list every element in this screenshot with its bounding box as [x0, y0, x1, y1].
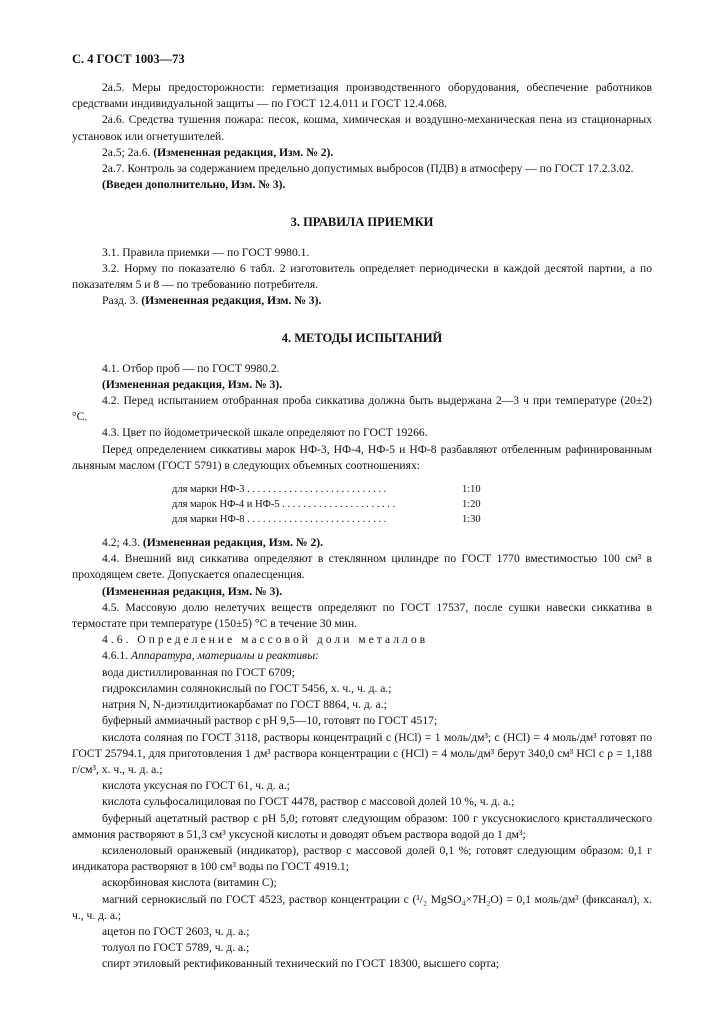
ratio-value: 1:30: [462, 514, 481, 526]
amendment-note-4-2-4-3: [72, 535, 652, 551]
amendment-note-3: [72, 293, 652, 309]
clause-4-2: 4.2. Перед испытанием отобранная проба сиккатива должна быть выдержана 2—3 ч при температуре (20±2) °С.: [72, 394, 652, 424]
ratio-row: [172, 482, 652, 497]
section-heading-3: 3. ПРАВИЛА ПРИЕМКИ: [290, 215, 434, 230]
reagent-item: аскорбиновая кислота (витамин С);: [102, 876, 277, 890]
reagent-item: магний сернокислый по ГОСТ 4523, раствор концентрации с (¹/₂ MgSO₄×7H₂O) = 0,1 моль/дм³ (фиксанал), х. ч., ч. д. а.;: [72, 892, 652, 922]
clause-3-1: 3.1. Правила приемки — по ГОСТ 9980.1.: [102, 245, 310, 259]
reagent-item: ксиленоловый оранжевый (индикатор), раствор с массовой долей 0,1 %; готовят следующим образом: 0,1 г индикатора растворяют в 100 см³ воды по ГОСТ 4919.1;: [72, 843, 652, 874]
clause-number: 4.6.1.: [102, 649, 129, 663]
reagent-item: буферный аммиачный раствор с рН 9,5—10, готовят по ГОСТ 4517;: [102, 714, 438, 728]
amendment-note-4-4: (Измененная редакция, Изм. № 3).: [102, 584, 283, 598]
clause-3-2: 3.2. Норму по показателю 6 табл. 2 изготовитель определяет периодически в каждой десятой партии, а по показателям 5 и 8 — по требованию потребителя.: [72, 261, 652, 292]
ratio-row: [172, 497, 652, 512]
clause-title: Аппаратура, материалы и реактивы:: [131, 649, 319, 663]
reagent-item: спирт этиловый ректификованный технический по ГОСТ 18300, высшего сорта;: [102, 957, 500, 971]
clause-4-4: 4.4. Внешний вид сиккатива определяют в стеклянном цилиндре по ГОСТ 1770 вместимостью 100 см³ в проходящем свете. Допускается опалесценция.: [72, 552, 652, 582]
ratio-value: 1:20: [462, 499, 481, 511]
reagent-item: вода дистиллированная по ГОСТ 6709;: [102, 665, 295, 679]
amendment-note-added: (Введен дополнительно, Изм. № 3).: [102, 178, 286, 192]
document-body: [72, 80, 652, 973]
reagent-item: ацетон по ГОСТ 2603, ч. д. а.;: [102, 924, 250, 938]
amendment-note-2a: [72, 145, 652, 161]
clause-4-3-continued: Перед определением сиккативы марок НФ-3, НФ-4, НФ-5 и НФ-8 разбавляют отбеленным рафинированным льняным маслом (ГОСТ 5791) в следующих объемных соотношениях:: [72, 442, 652, 472]
amendment-text: (Измененная редакция, Изм. № 2).: [142, 536, 324, 550]
reagent-item: кислота уксусная по ГОСТ 61, ч. д. а.;: [102, 779, 290, 793]
clause-4-6-1: [72, 648, 652, 664]
section-heading-4: 4. МЕТОДЫ ИСПЫТАНИЙ: [281, 331, 443, 346]
amendment-ref: Разд. 3.: [102, 294, 139, 308]
ratio-label: для марок НФ-4 и НФ-5 . . . . . . . . . . . . . . . . . . . . . .: [172, 499, 396, 511]
amendment-ref: 2а.5; 2а.6.: [102, 145, 151, 159]
reagent-item: толуол по ГОСТ 5789, ч. д. а.;: [102, 941, 250, 955]
amendment-text: (Измененная редакция, Изм. № 3).: [141, 294, 322, 308]
amendment-text: (Измененная редакция, Изм. № 2).: [153, 145, 334, 159]
clause-4-6: 4.6. Определение массовой доли металлов: [102, 633, 429, 647]
page-header: С. 4 ГОСТ 1003—73: [72, 52, 185, 66]
clause-4-3: 4.3. Цвет по йодометрической шкале определяют по ГОСТ 19266.: [102, 426, 428, 440]
reagent-item: кислота соляная по ГОСТ 3118, растворы концентраций с (HCl) = 1 моль/дм³; с (HCl) = 4 моль/дм³ готовят по ГОСТ 25794.1, для приготовления 1 дм³ раствора концентрации с (HCl) = 4 моль/дм³ берут 340,0 см³ HCl с ρ = 1,188 г/см³, х. ч., ч. д. а.;: [72, 730, 652, 776]
reagent-item: гидроксиламин солянокислый по ГОСТ 5456, х. ч., ч. д. а.;: [102, 681, 392, 695]
clause-4-1: 4.1. Отбор проб — по ГОСТ 9980.2.: [102, 361, 280, 375]
reagent-item: натрия N, N-диэтилдитиокарбамат по ГОСТ 8864, ч. д. а.;: [102, 698, 387, 712]
ratio-value: 1:10: [462, 484, 481, 496]
clause-4-5: 4.5. Массовую долю нелетучих веществ определяют по ГОСТ 17537, после сушки навески сиккатива в термостате при температуре (150±5) °С в течение 30 мин.: [72, 600, 652, 631]
ratio-label: для марки НФ-8 . . . . . . . . . . . . . . . . . . . . . . . . . . .: [172, 514, 387, 526]
amendment-note-4-1: (Измененная редакция, Изм. № 3).: [102, 377, 283, 391]
amendment-ref: 4.2; 4.3.: [102, 536, 141, 550]
ratio-row: [172, 512, 652, 527]
reagent-item: буферный ацетатный раствор с рН 5,0; готовят следующим образом: 100 г уксуснокислого кристаллического аммония растворяют в 51,3 см³ уксусной кислоты и доводят объем раствора водой до 1 дм³;: [72, 811, 652, 841]
ratio-label: для марки НФ-3 . . . . . . . . . . . . . . . . . . . . . . . . . . .: [172, 484, 387, 496]
dilution-ratio-list: [172, 482, 652, 527]
clause-2a6: 2а.6. Средства тушения пожара: песок, кошма, химическая и воздушно-механическая пена из стационарных установок или огнетушителей.: [72, 113, 652, 143]
clause-2a5: 2а.5. Меры предосторожности: герметизация производственного оборудования, обеспечение работников средствами индивидуальной защиты — по ГОСТ 12.4.011 и ГОСТ 12.4.068.: [72, 81, 652, 111]
clause-2a7: 2а.7. Контроль за содержанием предельно допустимых выбросов (ПДВ) в атмосферу — по ГОСТ 17.2.3.02.: [102, 162, 634, 176]
reagent-item: кислота сульфосалициловая по ГОСТ 4478, раствор с массовой долей 10 %, ч. д. а.;: [102, 795, 515, 809]
